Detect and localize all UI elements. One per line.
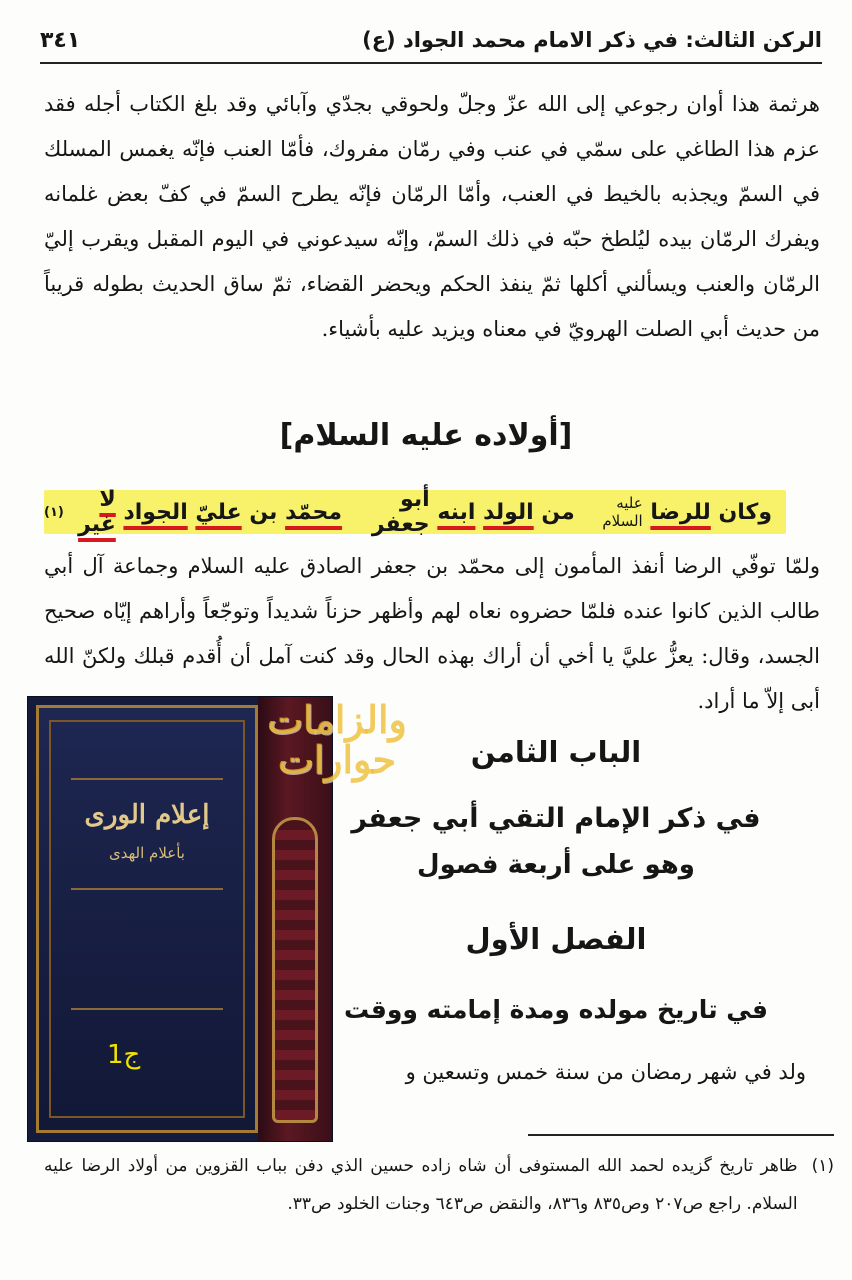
page-header [40,18,822,64]
hl-word: بن [249,499,278,525]
footnote-number: (١) [811,1156,834,1176]
watermark-logo [262,697,412,850]
footnote-text: ظاهر تاريخ گزيده لحمد الله المستوفى أن شاه زاده حسين الذي دفن بباب القزوين من أولاد الرضا عليه السلام. راجع ص٢٠٧ وص٨٣٥ و٨٣٦، والنقض ص٦٤٣ وجنات الخلود ص٣٣. [44,1156,798,1214]
hl-word-underlined: للرضا [650,499,711,525]
birth-text: ولد في شهر رمضان من سنة خمس وتسعين و [405,1060,806,1084]
section-heading: [أولاده عليه السلام] [279,418,573,453]
footnote-rule [528,1134,834,1136]
paragraph-1: هرثمة هذا أوان رجوعي إلى الله عزّ وجلّ ولحوقي بجدّي وآبائي وقد بلغ الكتاب أجله فقد عزم هذا الطاغي على سمّي في عنب وفي رمّان مفروك، فأمّا العنب فإنّه يغمس المسلك في السمّ ويجذبه بالخيط في العنب، وأمّا الرمّان فإنّه يطرح السمّ في كفّ بعض غلمانه ويفرك الرمّان بيده ليُلطخ حبّه في ذلك السمّ، وإنّه سيدعوني في اليوم المقبل ويقرب إليّ الرمّان والعنب ويسألني أكلها ثمّ ينفذ الحكم ويحضر القضاء، ثمّ ساق الحديث بطوله قريباً من حديث أبي الصلت الهرويّ في معناه ويزيد عليه بأشياء. [44,92,821,341]
cover-ornament-low [71,1008,223,1010]
section-1-title: الفصل الأول [465,922,647,956]
section-1-subtitle: في تاريخ مولده ومدة إمامته ووقت [344,995,768,1024]
book-title: إعلام الورى [84,800,210,830]
chapter-subtitle-1: في ذكر الإمام التقي أبي جعفر [351,803,761,834]
hl-word: عليه السلام [602,494,643,530]
cover-ornament-top [71,778,223,780]
hl-word-underlined: ابنه [437,499,476,525]
page-number: ٣٤١ [40,27,81,53]
book-front-cover [36,705,258,1133]
chapter-title: الباب الثامن [470,735,642,769]
footnote [44,1147,834,1223]
watermark-line-2: حوارات [277,737,397,782]
hl-word-underlined: الجواد [123,499,188,525]
hl-word-underlined: محمّد [285,499,343,525]
hl-word-underlined: الولد [483,499,534,525]
hl-word-underlined: لا غير [78,487,116,537]
footnote-mark[interactable]: (١) [44,504,64,520]
cover-ornament-mid [71,888,223,890]
spine-arch-ornament [272,817,318,1123]
paragraph-2: ولمّا توفّي الرضا أنفذ المأمون إلى محمّد بن جعفر الصادق عليه السلام وجماعة آل أبي طالب الذين كانوا عنده فلمّا حضروه نعاه لهم وأظهر حزناً شديداً وتوجّعاً وأراهم إيّاه صحيح الجسد، وقال: يعزُّ عليَّ يا أخي أن أراك بهذه الحال وقد كنت آمل أن أُقدم قبلك ولكنّ الله أبى إلاّ ما أراد. [44,554,820,713]
hl-word: أبو جعفر [371,487,430,537]
chapter-subtitle-2: وهو على أربعة فصول [417,850,695,880]
book-subtitle: بأعلام الهدى [109,844,185,862]
hl-word: من [541,499,575,525]
highlighted-line [44,487,786,537]
hl-word-underlined: عليّ [195,499,242,525]
hl-word: وكان [718,499,772,525]
watermark-line-1: والزامات [267,697,407,742]
volume-label: ج1 [107,1040,141,1070]
header-title: الركن الثالث: في ذكر الامام محمد الجواد (ع) [362,28,822,52]
